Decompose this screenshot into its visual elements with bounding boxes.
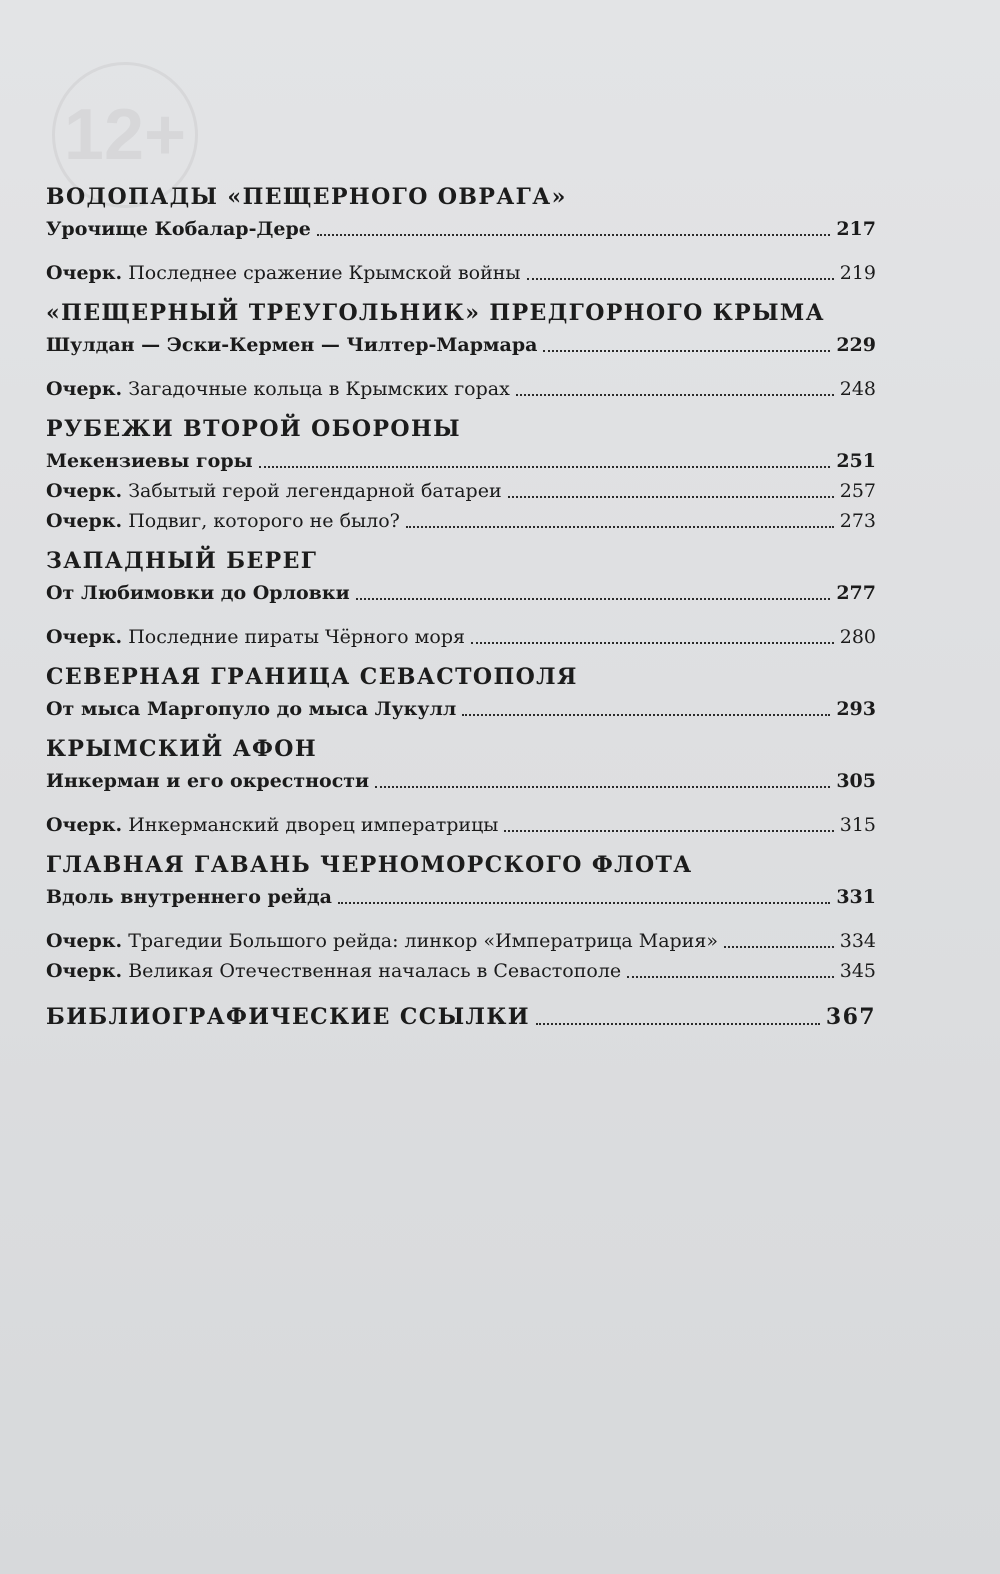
essay-title: Загадочные кольца в Крымских горах bbox=[128, 378, 510, 400]
essay-entry bbox=[46, 812, 876, 838]
route-entry bbox=[46, 332, 876, 358]
essay-prefix: Очерк. bbox=[46, 626, 123, 648]
bibliography-label: БИБЛИОГРАФИЧЕСКИЕ ССЫЛКИ bbox=[46, 1004, 530, 1030]
essay-title: Подвиг, которого не было? bbox=[128, 510, 400, 532]
section-title: СЕВЕРНАЯ ГРАНИЦА СЕВАСТОПОЛЯ bbox=[46, 664, 578, 690]
essay-title: Последние пираты Чёрного моря bbox=[128, 626, 465, 648]
essay-prefix: Очерк. bbox=[46, 510, 123, 532]
essay-prefix: Очерк. bbox=[46, 930, 123, 952]
essay-prefix: Очерк. bbox=[46, 814, 123, 836]
toc-section bbox=[46, 298, 876, 402]
section-title: РУБЕЖИ ВТОРОЙ ОБОРОНЫ bbox=[46, 416, 462, 442]
page-number: 229 bbox=[836, 334, 876, 356]
toc-section bbox=[46, 850, 876, 984]
dot-leader bbox=[527, 278, 834, 280]
dot-leader bbox=[536, 1023, 820, 1025]
essay-title: Забытый герой легендарной батареи bbox=[128, 480, 502, 502]
essay-entry bbox=[46, 928, 876, 954]
dot-leader bbox=[627, 976, 834, 978]
page-number: 248 bbox=[839, 378, 876, 400]
dot-leader bbox=[543, 350, 830, 352]
page-number: 219 bbox=[839, 262, 876, 284]
route-entry bbox=[46, 448, 876, 474]
toc-section bbox=[46, 662, 876, 722]
age-rating-badge: 12+ bbox=[52, 62, 198, 208]
route-label: От мыса Маргопуло до мыса Лукулл bbox=[46, 698, 457, 720]
page-number: 217 bbox=[836, 218, 876, 240]
toc-section bbox=[46, 734, 876, 838]
route-label: Урочище Кобалар-Дере bbox=[46, 218, 311, 240]
page-number: 280 bbox=[839, 626, 876, 648]
page-number: 257 bbox=[839, 480, 876, 502]
page-number: 305 bbox=[836, 770, 876, 792]
page-number: 315 bbox=[839, 814, 876, 836]
page-number: 367 bbox=[825, 1004, 876, 1030]
essay-entry bbox=[46, 958, 876, 984]
dot-leader bbox=[471, 642, 834, 644]
route-label: Инкерман и его окрестности bbox=[46, 770, 370, 792]
bibliography-entry bbox=[46, 1002, 876, 1032]
essay-title: Последнее сражение Крымской войны bbox=[128, 262, 521, 284]
page-number: 331 bbox=[836, 886, 876, 908]
essay-title: Инкерманский дворец императрицы bbox=[128, 814, 499, 836]
route-label: От Любимовки до Орловки bbox=[46, 582, 350, 604]
page-number: 251 bbox=[836, 450, 876, 472]
dot-leader bbox=[356, 598, 831, 600]
essay-prefix: Очерк. bbox=[46, 378, 123, 400]
section-title: ГЛАВНАЯ ГАВАНЬ ЧЕРНОМОРСКОГО ФЛОТА bbox=[46, 852, 693, 878]
route-entry bbox=[46, 696, 876, 722]
route-entry bbox=[46, 884, 876, 910]
route-entry bbox=[46, 216, 876, 242]
toc-section bbox=[46, 414, 876, 534]
page-number: 345 bbox=[839, 960, 876, 982]
section-title: «ПЕЩЕРНЫЙ ТРЕУГОЛЬНИК» ПРЕДГОРНОГО КРЫМА bbox=[46, 300, 825, 326]
dot-leader bbox=[504, 830, 833, 832]
dot-leader bbox=[338, 902, 830, 904]
essay-entry bbox=[46, 478, 876, 504]
route-label: Мекензиевы горы bbox=[46, 450, 253, 472]
essay-prefix: Очерк. bbox=[46, 262, 123, 284]
route-label: Вдоль внутреннего рейда bbox=[46, 886, 332, 908]
dot-leader bbox=[462, 714, 830, 716]
essay-prefix: Очерк. bbox=[46, 960, 123, 982]
toc-section bbox=[46, 182, 876, 286]
dot-leader bbox=[406, 526, 834, 528]
essay-entry bbox=[46, 376, 876, 402]
essay-entry bbox=[46, 260, 876, 286]
table-of-contents bbox=[46, 182, 876, 1032]
essay-entry bbox=[46, 508, 876, 534]
section-title: ЗАПАДНЫЙ БЕРЕГ bbox=[46, 548, 318, 574]
essay-title: Великая Отечественная началась в Севастополе bbox=[128, 960, 622, 982]
page-number: 293 bbox=[836, 698, 876, 720]
route-label: Шулдан — Эски-Кермен — Чилтер-Мармара bbox=[46, 334, 538, 356]
page-number: 277 bbox=[836, 582, 876, 604]
toc-section bbox=[46, 546, 876, 650]
route-entry bbox=[46, 580, 876, 606]
essay-title: Трагедии Большого рейда: линкор «Императрица Мария» bbox=[128, 930, 718, 952]
dot-leader bbox=[516, 394, 834, 396]
section-title: КРЫМСКИЙ АФОН bbox=[46, 736, 318, 762]
section-title: ВОДОПАДЫ «ПЕЩЕРНОГО ОВРАГА» bbox=[46, 184, 567, 210]
page-number: 334 bbox=[839, 930, 876, 952]
essay-entry bbox=[46, 624, 876, 650]
dot-leader bbox=[508, 496, 834, 498]
route-entry bbox=[46, 768, 876, 794]
dot-leader bbox=[259, 466, 831, 468]
dot-leader bbox=[317, 234, 831, 236]
page-number: 273 bbox=[839, 510, 876, 532]
essay-prefix: Очерк. bbox=[46, 480, 123, 502]
dot-leader bbox=[724, 946, 834, 948]
dot-leader bbox=[375, 786, 830, 788]
